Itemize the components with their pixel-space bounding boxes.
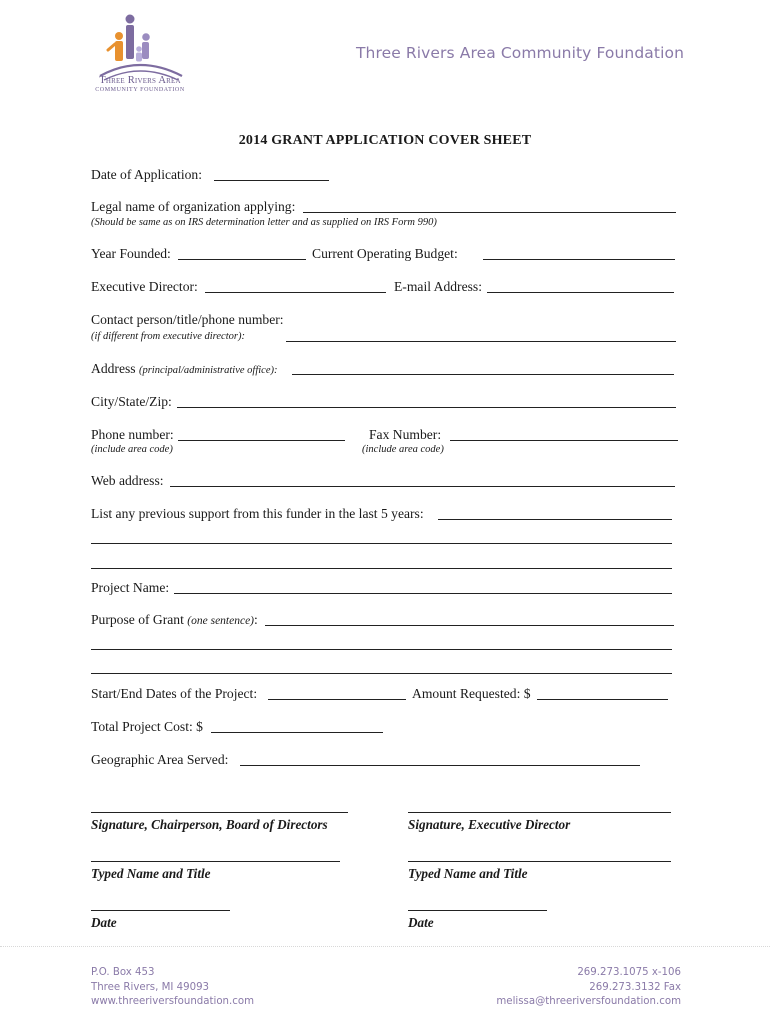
- geo-field[interactable]: [240, 765, 640, 766]
- project-name-label: Project Name:: [91, 580, 170, 595]
- footer-website[interactable]: www.threeriversfoundation.com: [91, 996, 255, 1007]
- fax-label: Fax Number:: [369, 427, 442, 442]
- purpose-label-text: Purpose of Grant: [91, 612, 184, 627]
- phone-label: Phone number:: [91, 427, 174, 442]
- logo-line-1: Three Rivers Area: [99, 75, 181, 86]
- total-cost-field[interactable]: [211, 732, 383, 733]
- logo-line-2: COMMUNITY FOUNDATION: [95, 87, 185, 93]
- footer-email[interactable]: melissa@threeriversfoundation.com: [496, 996, 681, 1007]
- fax-note: (include area code): [362, 444, 444, 455]
- budget-label: Current Operating Budget:: [312, 246, 458, 261]
- amount-field[interactable]: [537, 699, 668, 700]
- signature-exec-line[interactable]: [408, 812, 671, 813]
- total-cost-label: Total Project Cost: $: [91, 719, 203, 734]
- previous-support-label: List any previous support from this funder in the last 5 years:: [91, 506, 424, 521]
- purpose-label: [91, 612, 258, 628]
- form-title: 2014 GRANT APPLICATION COVER SHEET: [238, 133, 532, 148]
- city-field[interactable]: [177, 407, 676, 408]
- exec-director-label: Executive Director:: [91, 279, 198, 294]
- date-2-label: Date: [408, 915, 434, 930]
- signature-exec-label: Signature, Executive Director: [408, 817, 571, 832]
- phone-field[interactable]: [178, 440, 345, 441]
- legal-name-note: (Should be same as on IRS determination letter and as supplied on IRS Form 990): [91, 217, 437, 228]
- address-label: [91, 361, 277, 377]
- footer-po-box: P.O. Box 453: [91, 967, 155, 978]
- city-label: City/State/Zip:: [91, 394, 172, 409]
- phone-note: (include area code): [91, 444, 173, 455]
- date-label: Date of Application:: [91, 167, 202, 182]
- contact-label: Contact person/title/phone number:: [91, 312, 284, 327]
- typed-name-1-label: Typed Name and Title: [91, 866, 211, 881]
- email-label: E-mail Address:: [394, 279, 482, 294]
- dates-label: Start/End Dates of the Project:: [91, 686, 258, 701]
- footer-phone: 269.273.1075 x-106: [577, 967, 681, 978]
- footer-fax: 269.273.3132 Fax: [589, 981, 681, 993]
- footer-divider: [0, 946, 770, 947]
- address-note: (principal/administrative office):: [138, 365, 278, 376]
- typed-name-1-line[interactable]: [91, 861, 340, 862]
- year-founded-field[interactable]: [178, 259, 306, 260]
- date-field[interactable]: [214, 180, 329, 181]
- purpose-line-2[interactable]: [91, 649, 672, 650]
- legal-name-field[interactable]: [303, 212, 676, 213]
- geo-label: Geographic Area Served:: [91, 752, 229, 767]
- footer-address: [91, 966, 254, 1010]
- date-2-line[interactable]: [408, 910, 547, 911]
- purpose-line-3[interactable]: [91, 673, 672, 674]
- web-label: Web address:: [91, 473, 164, 488]
- contact-field[interactable]: [286, 341, 676, 342]
- exec-director-field[interactable]: [205, 292, 386, 293]
- address-field[interactable]: [292, 374, 674, 375]
- typed-name-2-line[interactable]: [408, 861, 671, 862]
- contact-note: (if different from executive director):: [91, 331, 245, 342]
- logo-wordmark: [90, 75, 190, 94]
- dates-field[interactable]: [268, 699, 406, 700]
- footer-contact: [496, 966, 681, 1010]
- date-1-line[interactable]: [91, 910, 230, 911]
- year-founded-label: Year Founded:: [91, 246, 171, 261]
- email-field[interactable]: [487, 292, 674, 293]
- address-label-text: Address: [91, 361, 136, 376]
- purpose-field[interactable]: [265, 625, 674, 626]
- typed-name-2-label: Typed Name and Title: [408, 866, 528, 881]
- signature-chair-label: Signature, Chairperson, Board of Directors: [91, 817, 328, 832]
- previous-support-field[interactable]: [438, 519, 672, 520]
- purpose-colon: :: [254, 612, 258, 627]
- project-name-field[interactable]: [174, 593, 672, 594]
- web-field[interactable]: [170, 486, 675, 487]
- budget-field[interactable]: [483, 259, 675, 260]
- previous-support-line-3[interactable]: [91, 568, 672, 569]
- purpose-note: (one sentence): [187, 615, 255, 627]
- fax-field[interactable]: [450, 440, 678, 441]
- legal-name-label: Legal name of organization applying:: [91, 199, 296, 214]
- date-1-label: Date: [91, 915, 117, 930]
- previous-support-line-2[interactable]: [91, 543, 672, 544]
- footer-city: Three Rivers, MI 49093: [91, 981, 210, 993]
- amount-label: Amount Requested: $: [412, 686, 531, 701]
- org-name-header: Three Rivers Area Community Foundation: [355, 44, 684, 62]
- signature-chair-line[interactable]: [91, 812, 348, 813]
